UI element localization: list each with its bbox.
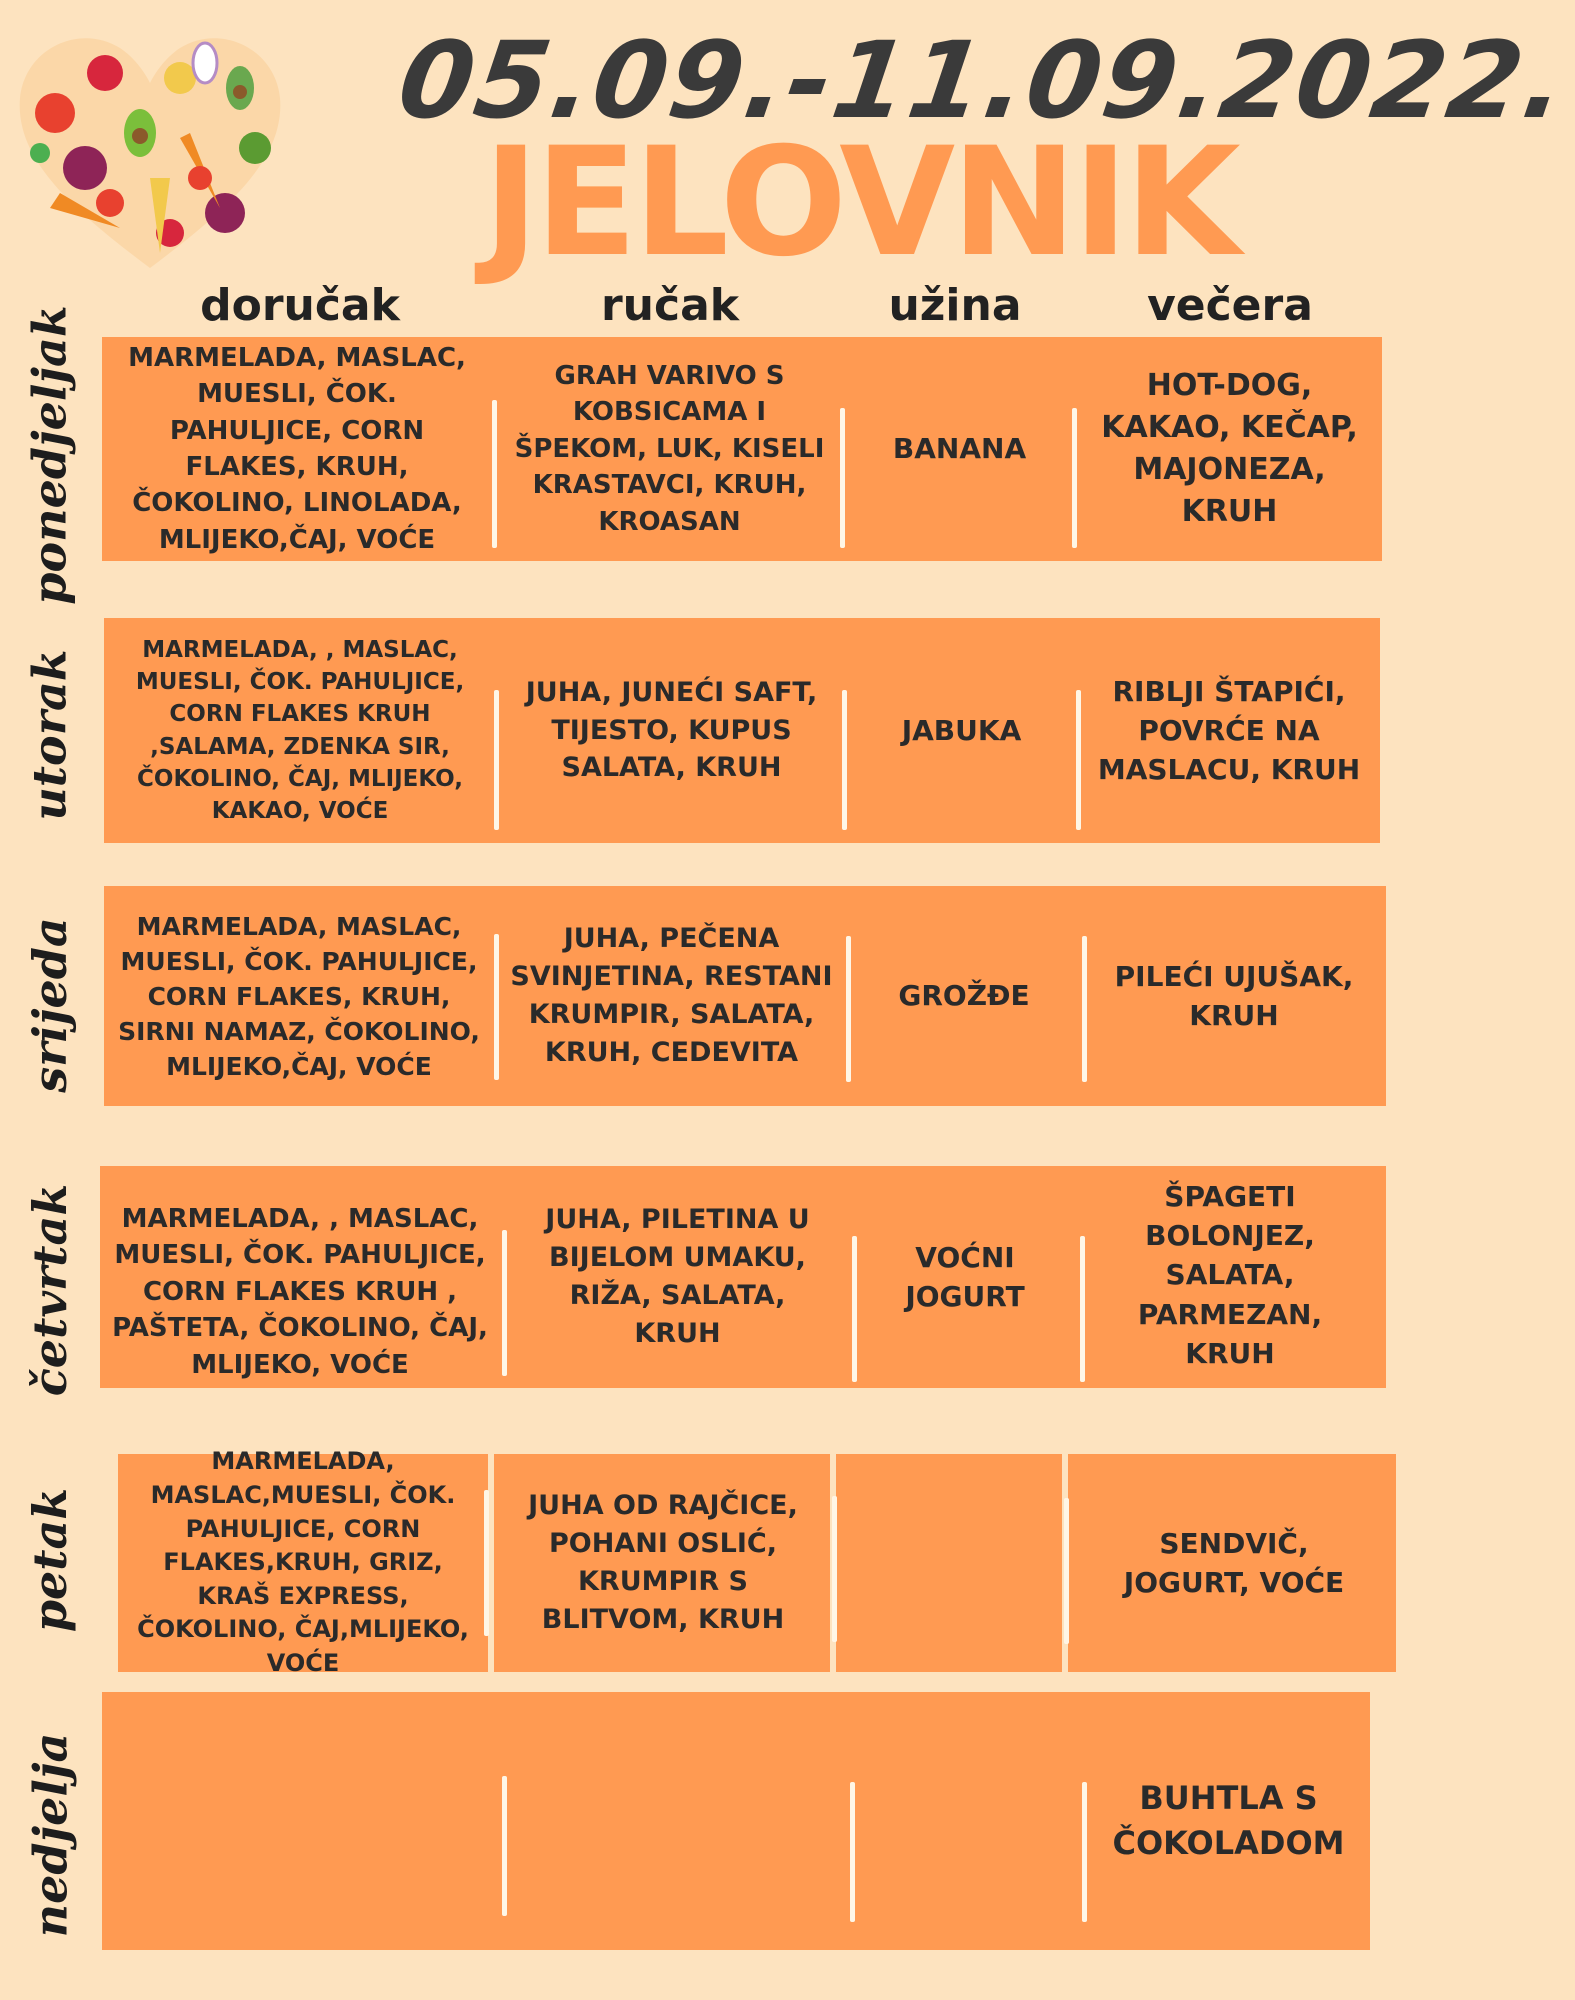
breakfast-cell [102, 1692, 502, 1950]
divider [846, 936, 851, 1082]
breakfast-cell: MARMELADA, MASLAC, MUESLI, ČOK. PAHULJICE, CORN FLAKES, KRUH, SIRNI NAMAZ, ČOKOLINO, MLIJEKO,ČAJ, VOĆE [118, 911, 480, 1081]
divider [492, 400, 497, 548]
dinner-cell: BUHTLA S ČOKOLADOM [1112, 1779, 1345, 1862]
page-title: JELOVNIK [483, 116, 1237, 290]
day-label-monday: ponedjeljak [23, 305, 77, 605]
snack-cell: GROŽĐE [898, 979, 1030, 1013]
day-row-thursday [100, 1166, 1386, 1388]
day-label-tuesday: utorak [23, 649, 78, 821]
day-row-friday [118, 1447, 1396, 1677]
lunch-cell: JUHA, JUNEĆI SAFT, TIJESTO, KUPUS SALATA, KRUH [525, 676, 818, 784]
lunch-cell: JUHA, PILETINA U BIJELOM UMAKU, RIŽA, SALATA, KRUH [545, 1204, 810, 1349]
breakfast-cell: MARMELADA, , MASLAC, MUESLI, ČOK. PAHULJICE, CORN FLAKES KRUH ,SALAMA, ZDENKA SIR, ČOKOLINO, ČAJ, MLIJEKO, KAKAO, VOĆE [135, 636, 465, 824]
day-label-wednesday: srijeda [23, 917, 77, 1093]
column-header-snack: užina [888, 280, 1022, 331]
divider [1072, 408, 1077, 548]
lunch-cell: GRAH VARIVO S KOBSICAMA I ŠPEKOM, LUK, KISELI KRASTAVCI, KRUH, KROASAN [514, 361, 825, 537]
divider [1076, 690, 1081, 830]
divider [850, 1782, 855, 1922]
column-header-lunch: ručak [600, 280, 740, 331]
divider [502, 1776, 507, 1916]
dinner-cell: HOT-DOG, KAKAO, KEČAP, MAJONEZA, KRUH [1101, 368, 1358, 529]
divider [840, 408, 845, 548]
divider [832, 1496, 837, 1642]
breakfast-cell: MARMELADA, , MASLAC, MUESLI, ČOK. PAHULJICE, CORN FLAKES KRUH , PAŠTETA, ČOKOLINO, ČAJ, MLIJEKO, VOĆE [112, 1204, 488, 1380]
divider [1082, 936, 1087, 1082]
day-row-sunday [102, 1692, 1370, 1950]
divider [1064, 1498, 1069, 1644]
divider [1082, 1782, 1087, 1922]
dinner-cell: SENDVIČ, JOGURT, VOĆE [1123, 1526, 1345, 1599]
dinner-cell: RIBLJI ŠTAPIĆI, POVRĆE NA MASLACU, KRUH [1097, 674, 1361, 787]
lunch-cell: JUHA, PEČENA SVINJETINA, RESTANI KRUMPIR, SALATA, KRUH, CEDEVITA [510, 923, 833, 1068]
divider [1080, 1236, 1085, 1382]
day-row-wednesday [104, 886, 1386, 1106]
dinner-cell: ŠPAGETI BOLONJEZ, SALATA, PARMEZAN, KRUH [1137, 1180, 1323, 1370]
day-row-tuesday [104, 618, 1380, 843]
lunch-cell: JUHA OD RAJČICE, POHANI OSLIĆ, KRUMPIR S BLITVOM, KRUH [528, 1490, 798, 1635]
date-range: 05.09.-11.09.2022. [391, 19, 1575, 142]
dinner-cell: PILEĆI UJUŠAK, KRUH [1114, 959, 1354, 1032]
snack-cell: JABUKA [901, 713, 1022, 747]
breakfast-cell: MARMELADA, MASLAC,MUESLI, ČOK. PAHULJICE, CORN FLAKES,KRUH, GRIZ, KRAŠ EXPRESS, ČOKOLINO, ČAJ,MLIJEKO, VOĆE [137, 1447, 469, 1677]
snack-cell [857, 1692, 1082, 1950]
vegetable-heart-icon [10, 18, 290, 278]
column-header-dinner: večera [1147, 280, 1313, 331]
divider [852, 1236, 857, 1382]
divider [484, 1490, 489, 1636]
snack-cell [840, 1454, 1062, 1672]
breakfast-cell: MARMELADA, MASLAC, MUESLI, ČOK. PAHULJICE, CORN FLAKES, KRUH, ČOKOLINO, LINOLADA, MLIJEKO,ČAJ, VOĆE [128, 342, 466, 555]
snack-cell: VOĆNI JOGURT [905, 1240, 1025, 1313]
day-row-monday [102, 337, 1382, 561]
day-label-thursday: četvrtak [23, 1183, 78, 1397]
lunch-cell [507, 1692, 852, 1950]
day-label-friday: petak [23, 1487, 78, 1633]
divider [502, 1230, 507, 1376]
divider [494, 934, 499, 1080]
day-label-sunday: nedjelja [23, 1732, 77, 1938]
column-header-breakfast: doručak [200, 280, 400, 331]
divider [842, 690, 847, 830]
divider [494, 690, 499, 830]
snack-cell: BANANA [892, 432, 1027, 466]
